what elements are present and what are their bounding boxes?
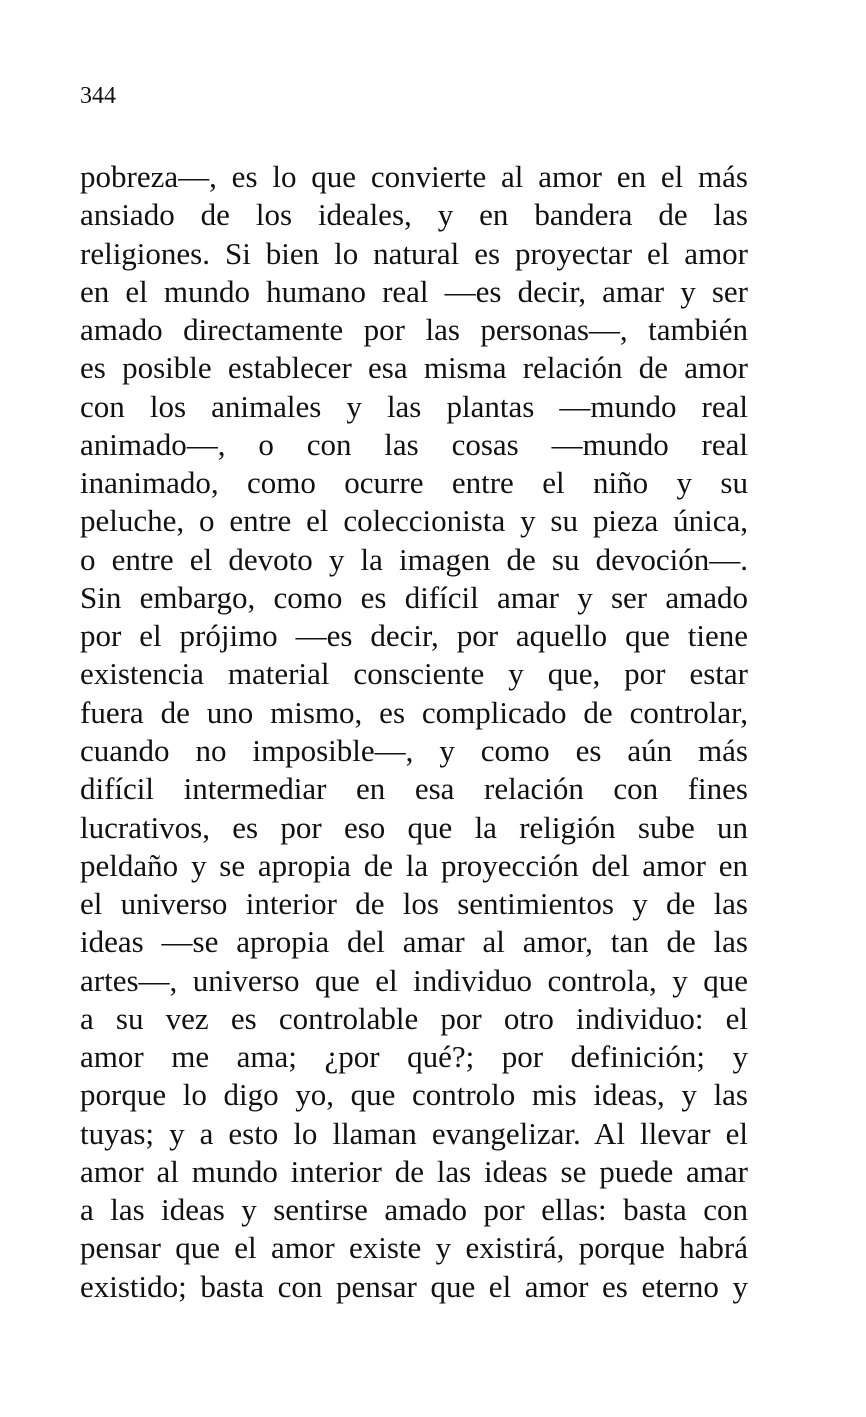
- text-line: es posible establecer esa misma relación de amor: [80, 350, 748, 386]
- text-line: con los animales y las plantas —mundo real: [80, 388, 748, 424]
- text-line: ansiado de los ideales, y en bandera de las: [80, 197, 748, 233]
- body-paragraph: [80, 158, 748, 1306]
- text-line: cuando no imposible—, y como es aún más: [80, 732, 748, 768]
- text-line: difícil intermediar en esa relación con fines: [80, 771, 748, 807]
- text-line: artes—, universo que el individuo controla, y que: [80, 962, 748, 998]
- text-line: ideas —se apropia del amar al amor, tan de las: [80, 924, 748, 960]
- text-line: peldaño y se apropia de la proyección del amor en: [80, 847, 748, 883]
- text-line: a su vez es controlable por otro individuo: el: [80, 1000, 748, 1036]
- text-line: porque lo digo yo, que controlo mis ideas, y las: [80, 1077, 748, 1113]
- text-line: existido; basta con pensar que el amor es eterno y: [80, 1268, 748, 1304]
- text-line: inanimado, como ocurre entre el niño y su: [80, 465, 748, 501]
- text-line: por el prójimo —es decir, por aquello que tiene: [80, 618, 748, 654]
- text-line: tuyas; y a esto lo llaman evangelizar. Al llevar el: [80, 1115, 748, 1151]
- text-line: religiones. Si bien lo natural es proyectar el amor: [80, 235, 748, 271]
- text-line: animado—, o con las cosas —mundo real: [80, 426, 748, 462]
- text-line: fuera de uno mismo, es complicado de controlar,: [80, 694, 748, 730]
- text-line: amor al mundo interior de las ideas se puede amar: [80, 1153, 748, 1189]
- text-line: o entre el devoto y la imagen de su devoción—.: [80, 541, 748, 577]
- text-line: pobreza—, es lo que convierte al amor en el más: [80, 159, 748, 194]
- text-line: pensar que el amor existe y existirá, porque habrá: [80, 1230, 748, 1266]
- text-line: amor me ama; ¿por qué?; por definición; y: [80, 1039, 748, 1075]
- text-line: existencia material consciente y que, por estar: [80, 656, 748, 692]
- page-number: 344: [80, 83, 116, 109]
- text-line: peluche, o entre el coleccionista y su pieza única,: [80, 503, 748, 539]
- text-line: el universo interior de los sentimientos y de las: [80, 886, 748, 922]
- text-line: Sin embargo, como es difícil amar y ser amado: [80, 579, 748, 615]
- text-line: a las ideas y sentirse amado por ellas: basta con: [80, 1192, 748, 1228]
- text-line: lucrativos, es por eso que la religión sube un: [80, 809, 748, 845]
- text-line: amado directamente por las personas—, también: [80, 312, 748, 348]
- text-line: en el mundo humano real —es decir, amar y ser: [80, 273, 748, 309]
